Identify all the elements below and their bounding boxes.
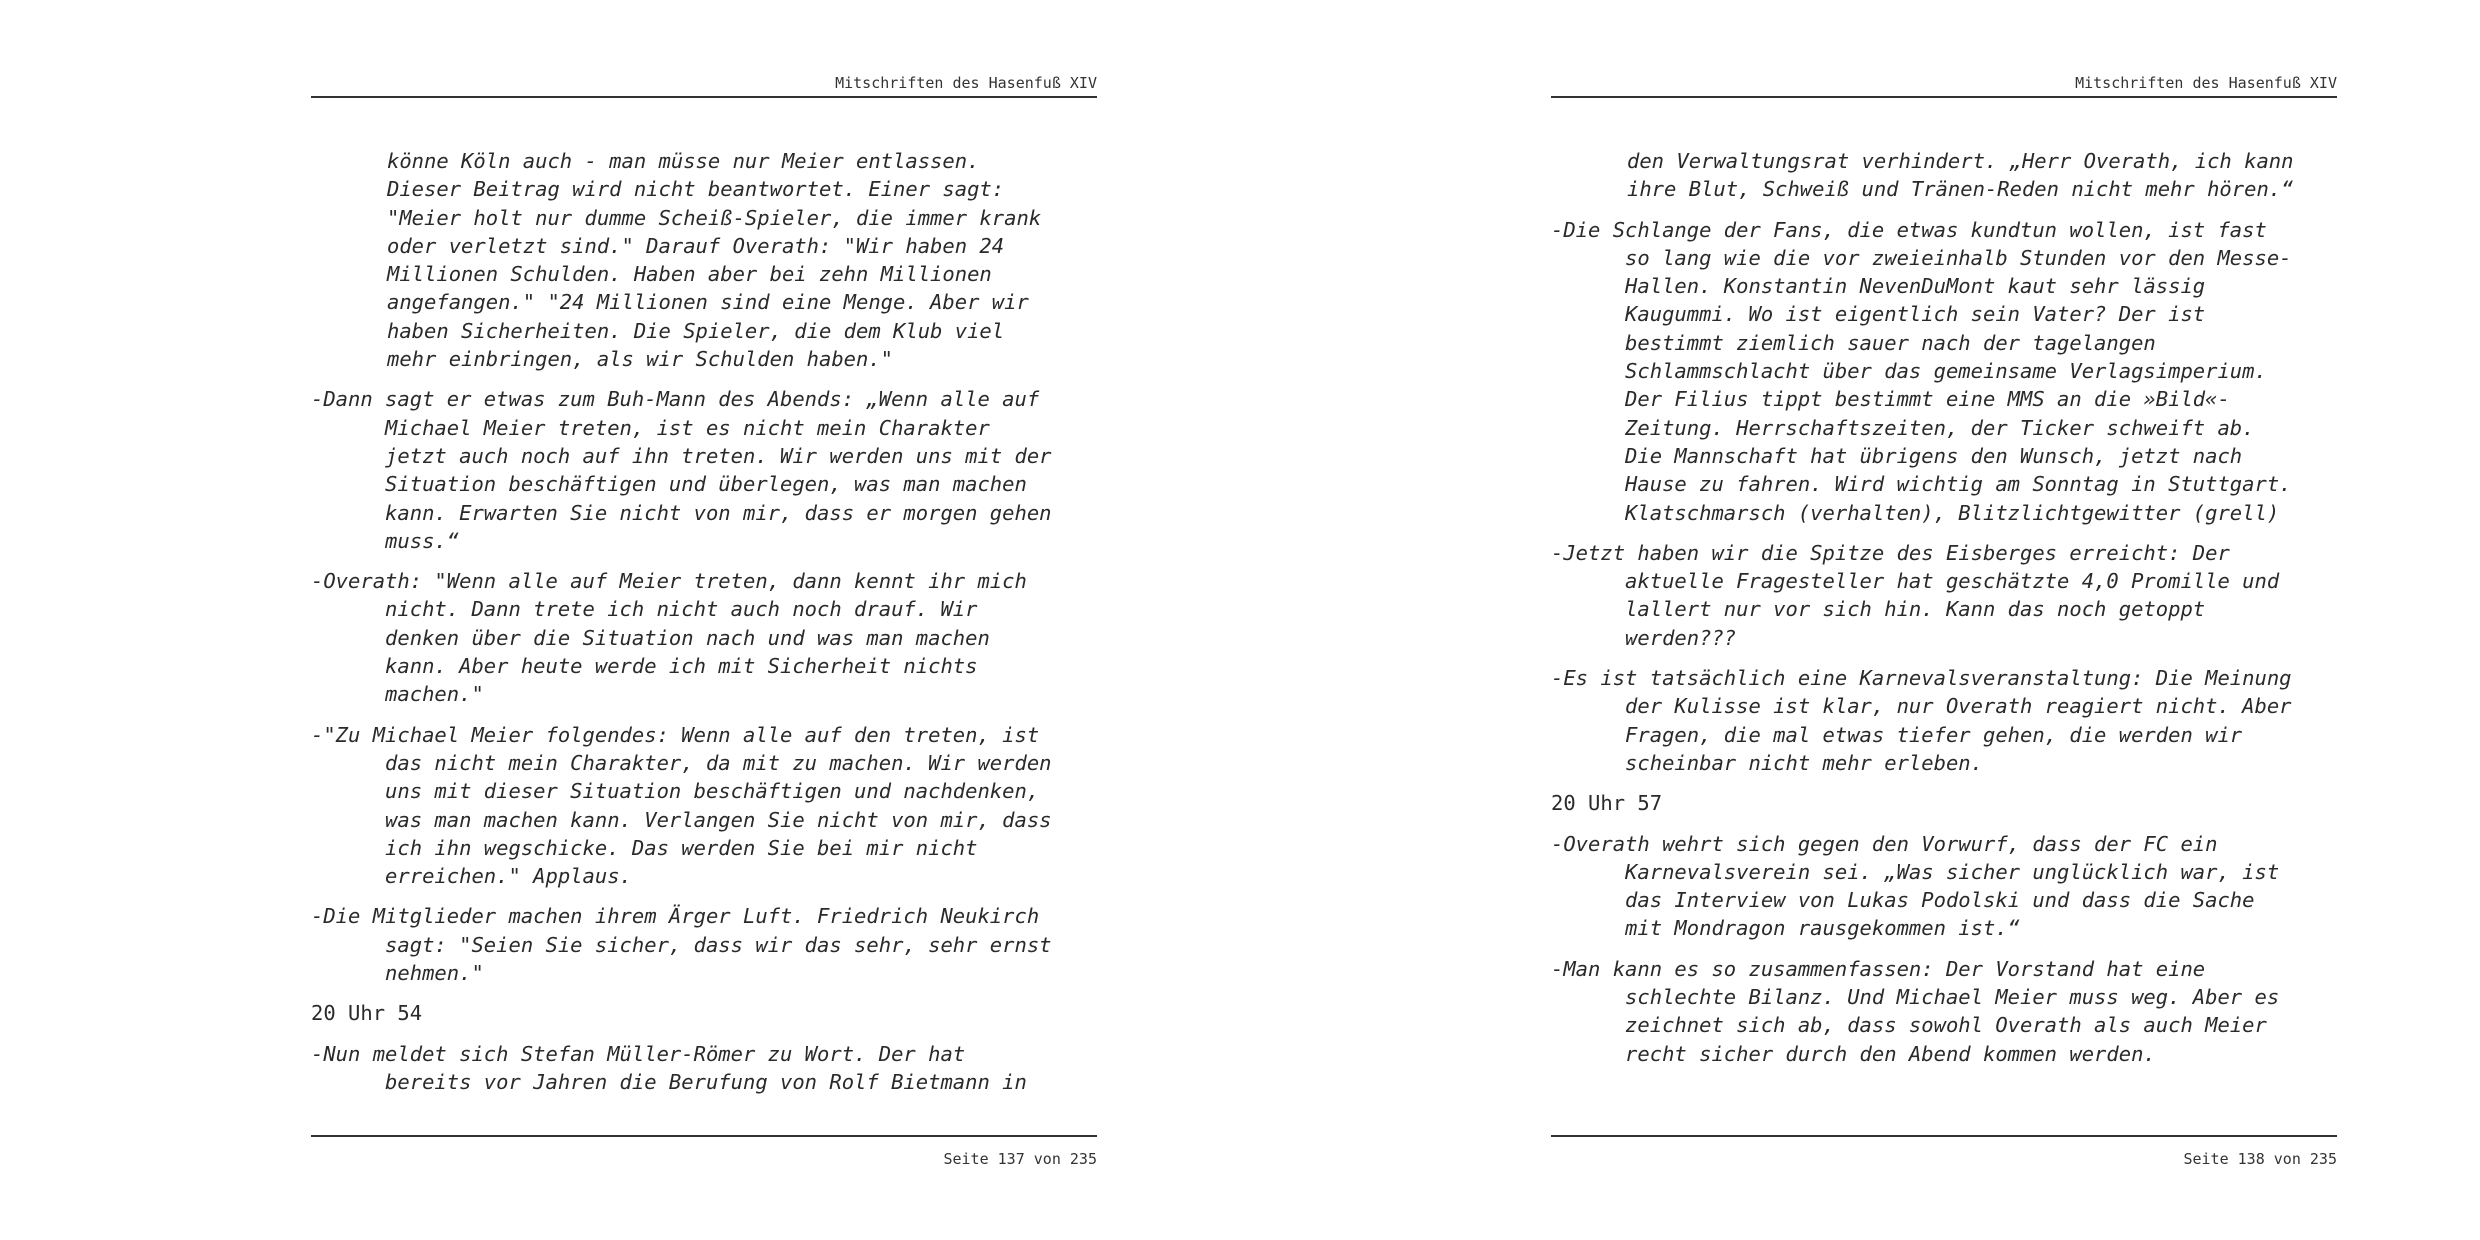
text-line: bestimmt ziemlich sauer nach der tagelangen [1551, 330, 2156, 355]
text-line: Der Filius tippt bestimmt eine MMS an die »Bild«- [1551, 387, 2230, 412]
text-line: -Overath: "Wenn alle auf Meier treten, dann kennt ihr mich [311, 569, 1027, 594]
continued-paragraph [311, 147, 1111, 373]
text-line: aktuelle Fragesteller hat geschätzte 4,0 Promille und [1551, 569, 2280, 594]
text-line: -Die Schlange der Fans, die etwas kundtun wollen, ist fast [1551, 217, 2267, 242]
paragraph [1551, 216, 2351, 527]
text-line: denken über die Situation nach und was man machen [311, 625, 990, 650]
paragraph [311, 721, 1111, 891]
text-line: recht sicher durch den Abend kommen werden. [1551, 1041, 2156, 1066]
text-line: -Nun meldet sich Stefan Müller-Römer zu Wort. Der hat [311, 1041, 966, 1066]
text-line: nicht. Dann trete ich nicht auch noch drauf. Wir [311, 597, 978, 622]
text-line: oder verletzt sind." Darauf Overath: "Wir haben 24 [387, 233, 1005, 258]
paragraph [311, 567, 1111, 708]
text-line: -Es ist tatsächlich eine Karnevalsveranstaltung: Die Meinung [1551, 666, 2292, 691]
text-line: jetzt auch noch auf ihn treten. Wir werden uns mit der [311, 443, 1052, 468]
page-body [1551, 147, 2351, 1080]
text-line: Situation beschäftigen und überlegen, was man machen [311, 472, 1027, 497]
text-line: ich ihn wegschicke. Das werden Sie bei mir nicht [311, 835, 978, 860]
text-line: sagt: "Seien Sie sicher, dass wir das sehr, sehr ernst [311, 932, 1052, 957]
paragraph [311, 1040, 1111, 1097]
page-footer: Seite 137 von 235 [311, 1135, 1097, 1168]
text-line: Hause zu fahren. Wird wichtig am Sonntag in Stuttgart. [1551, 472, 2292, 497]
text-line: zeichnet sich ab, dass sowohl Overath als auch Meier [1551, 1013, 2267, 1038]
page-footer: Seite 138 von 235 [1551, 1135, 2337, 1168]
text-line: Dieser Beitrag wird nicht beantwortet. Einer sagt: [387, 177, 1005, 202]
text-line: Kaugummi. Wo ist eigentlich sein Vater? Der ist [1551, 302, 2206, 327]
time-heading [311, 999, 1111, 1027]
page-header: Mitschriften des Hasenfuß XIV [1551, 72, 2337, 98]
text-line: -"Zu Michael Meier folgendes: Wenn alle auf den treten, ist [311, 722, 1040, 747]
text-line: 20 Uhr 57 [1551, 791, 1663, 816]
text-line: -Die Mitglieder machen ihrem Ärger Luft. Friedrich Neukirch [311, 904, 1040, 929]
paragraph [1551, 830, 2351, 943]
text-line: bereits vor Jahren die Berufung von Rolf Bietmann in [311, 1069, 1027, 1094]
text-line: Zeitung. Herrschaftszeiten, der Ticker schweift ab. [1551, 415, 2255, 440]
text-line: werden??? [1551, 625, 1737, 650]
text-line: -Overath wehrt sich gegen den Vorwurf, dass der FC ein [1551, 831, 2218, 856]
text-line: machen." [311, 682, 484, 707]
text-line: angefangen." "24 Millionen sind eine Menge. Aber wir [387, 290, 1029, 315]
text-line: Die Mannschaft hat übrigens den Wunsch, jetzt nach [1551, 443, 2243, 468]
text-line: erreichen." Applaus. [311, 864, 632, 889]
text-line: könne Köln auch - man müsse nur Meier entlassen. [387, 149, 980, 173]
text-line: Hallen. Konstantin NevenDuMont kaut sehr lässig [1551, 274, 2206, 299]
paragraph [1551, 539, 2351, 652]
text-line: muss.“ [311, 528, 460, 553]
text-line: der Kulisse ist klar, nur Overath reagiert nicht. Aber [1551, 694, 2292, 719]
text-line: schlechte Bilanz. Und Michael Meier muss weg. Aber es [1551, 985, 2280, 1010]
text-line: so lang wie die vor zweieinhalb Stunden vor den Messe- [1551, 245, 2292, 270]
text-line: Fragen, die mal etwas tiefer gehen, die werden wir [1551, 722, 2243, 747]
text-line: 20 Uhr 54 [311, 1001, 423, 1026]
text-line: Schlammschlacht über das gemeinsame Verlagsimperium. [1551, 359, 2267, 384]
text-line: nehmen." [311, 961, 484, 986]
text-line: Klatschmarsch (verhalten), Blitzlichtgewitter (grell) [1551, 500, 2280, 525]
text-line: Karnevalsverein sei. „Was sicher unglücklich war, ist [1551, 859, 2280, 884]
text-line: kann. Aber heute werde ich mit Sicherheit nichts [311, 654, 978, 679]
text-line: -Dann sagt er etwas zum Buh-Mann des Abends: „Wenn alle auf [311, 387, 1040, 412]
text-line: lallert nur vor sich hin. Kann das noch getoppt [1551, 597, 2206, 622]
continued-paragraph [1551, 147, 2351, 204]
right-page [1240, 0, 2480, 1240]
text-line: -Man kann es so zusammenfassen: Der Vorstand hat eine [1551, 956, 2206, 981]
text-line: das nicht mein Charakter, da mit zu machen. Wir werden [311, 750, 1052, 775]
time-heading [1551, 789, 2351, 817]
text-line: "Meier holt nur dumme Scheiß-Spieler, die immer krank [387, 205, 1042, 230]
text-line: haben Sicherheiten. Die Spieler, die dem Klub viel [387, 318, 1005, 343]
text-line: Millionen Schulden. Haben aber bei zehn Millionen [387, 262, 992, 287]
text-line: -Jetzt haben wir die Spitze des Eisberges erreicht: Der [1551, 540, 2230, 565]
paragraph [1551, 955, 2351, 1068]
page-header: Mitschriften des Hasenfuß XIV [311, 72, 1097, 98]
text-line: mit Mondragon rausgekommen ist.“ [1551, 916, 2020, 941]
text-line: was man machen kann. Verlangen Sie nicht von mir, dass [311, 807, 1052, 832]
text-line: Michael Meier treten, ist es nicht mein Charakter [311, 415, 990, 440]
text-line: mehr einbringen, als wir Schulden haben." [387, 347, 894, 372]
text-line: scheinbar nicht mehr erleben. [1551, 750, 1983, 775]
paragraph [1551, 664, 2351, 777]
text-line: kann. Erwarten Sie nicht von mir, dass er morgen gehen [311, 500, 1052, 525]
text-line: ihre Blut, Schweiß und Tränen-Reden nicht mehr hören.“ [1627, 177, 2294, 202]
paragraph [311, 902, 1111, 987]
text-line: das Interview von Lukas Podolski und dass die Sache [1551, 888, 2255, 913]
text-line: den Verwaltungsrat verhindert. „Herr Overath, ich kann [1627, 149, 2294, 173]
page-body [311, 147, 1111, 1108]
text-line: uns mit dieser Situation beschäftigen und nachdenken, [311, 779, 1040, 804]
paragraph [311, 385, 1111, 555]
